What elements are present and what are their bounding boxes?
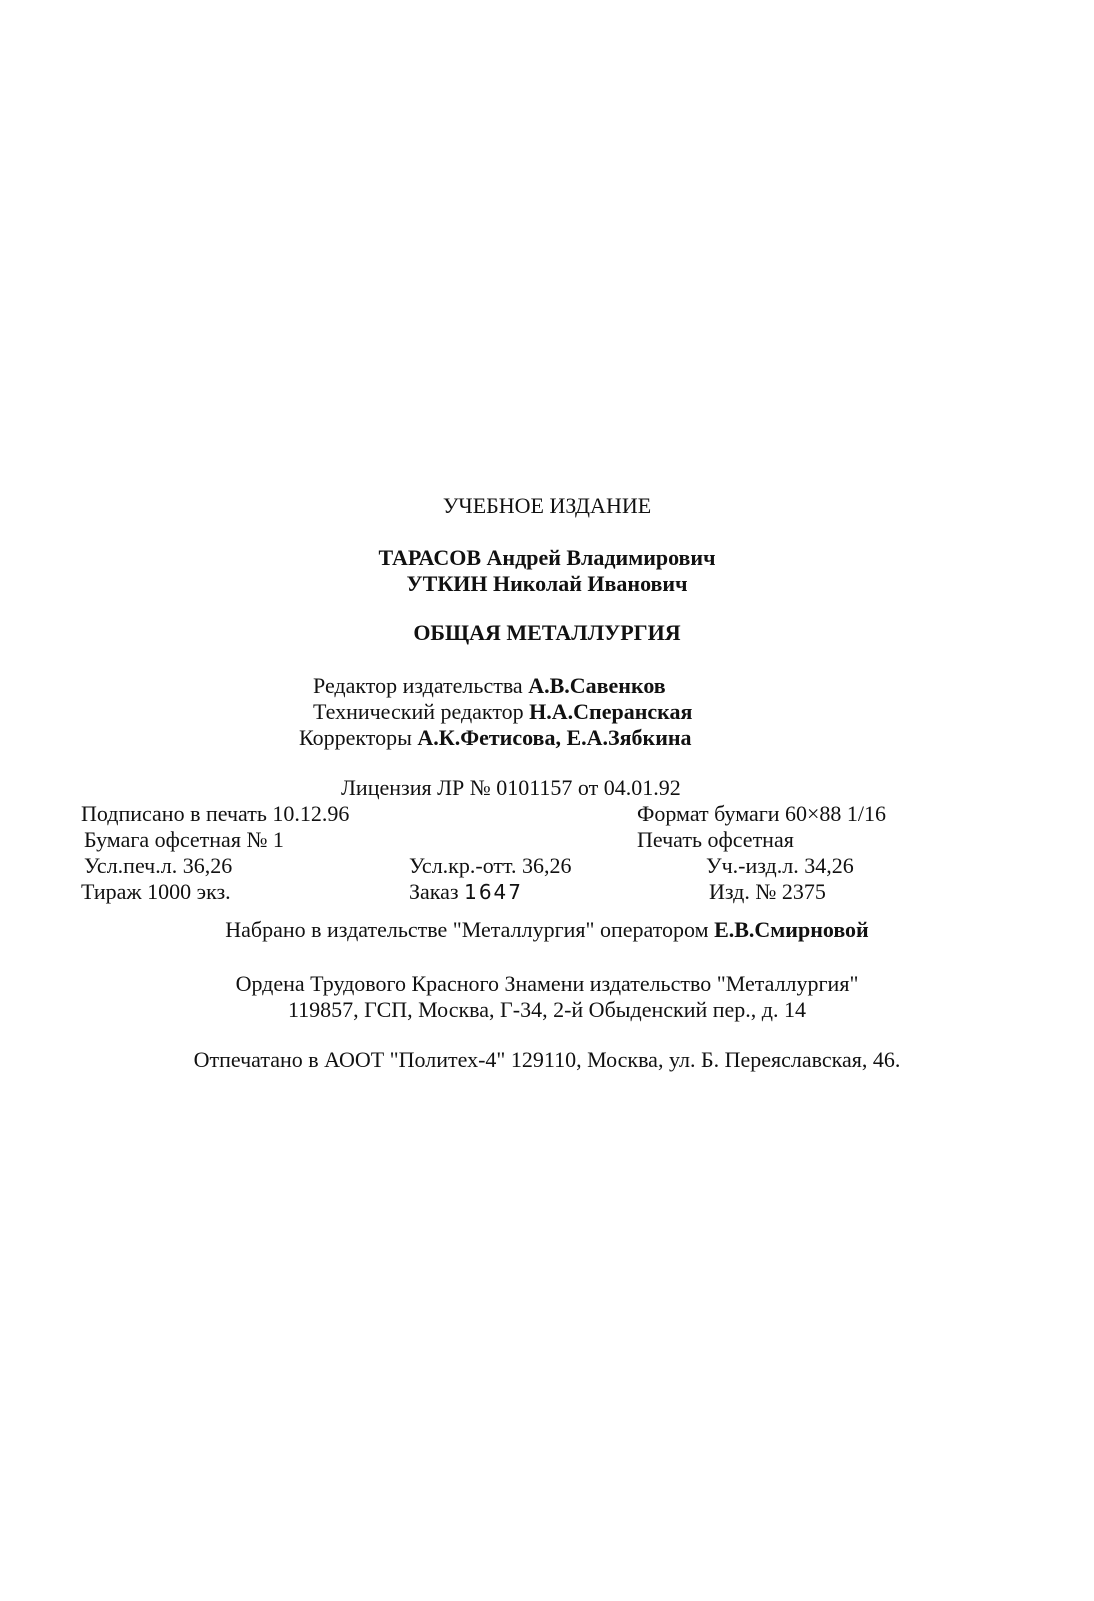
tech-editor-name: Н.А.Сперанская <box>529 699 693 724</box>
order-line <box>409 879 523 905</box>
tech-editor-label: Технический редактор <box>313 699 524 724</box>
usl-pech-l: Усл.печ.л. 36,26 <box>84 853 233 878</box>
tech-editor-line <box>313 699 692 725</box>
order-number-handwritten: 1647 <box>464 880 524 904</box>
print-run: Тираж 1000 экз. <box>81 879 231 904</box>
order-label: Заказ <box>409 879 459 904</box>
izd-number: Изд. № 2375 <box>709 879 826 904</box>
proofreaders-label: Корректоры <box>299 725 412 750</box>
printed-at: Отпечатано в АООТ "Политех-4" 129110, Москва, ул. Б. Переяславская, 46. <box>193 1047 901 1072</box>
publisher-line-2: 119857, ГСП, Москва, Г-34, 2-й Обыденский пер., д. 14 <box>287 997 807 1022</box>
publisher-line-1: Ордена Трудового Красного Знамени издательство "Металлургия" <box>235 971 859 996</box>
proofreaders-names: А.К.Фетисова, Е.А.Зябкина <box>417 725 692 750</box>
license-line: Лицензия ЛР № 0101157 от 04.01.92 <box>341 775 681 800</box>
typeset-text: Набрано в издательстве "Металлургия" оператором <box>225 917 709 942</box>
proofreaders-line <box>299 725 692 751</box>
book-title: ОБЩАЯ МЕТАЛЛУРГИЯ <box>413 620 681 645</box>
signed-to-print: Подписано в печать 10.12.96 <box>81 801 350 826</box>
author-1 <box>0 545 1094 571</box>
paper-type: Бумага офсетная № 1 <box>84 827 284 852</box>
editor-line <box>313 673 666 699</box>
author-1-surname: ТАРАСОВ <box>378 545 482 570</box>
typeset-line <box>0 917 1094 943</box>
author-2 <box>0 571 1094 597</box>
usl-kr-ott: Усл.кр.-отт. 36,26 <box>409 853 572 878</box>
editor-name: А.В.Савенков <box>528 673 666 698</box>
author-1-name: Андрей Владимирович <box>486 545 716 570</box>
series-label: УЧЕБНОЕ ИЗДАНИЕ <box>442 493 652 518</box>
author-2-name: Николай Иванович <box>493 571 688 596</box>
print-type: Печать офсетная <box>637 827 794 852</box>
author-2-surname: УТКИН <box>406 571 488 596</box>
uch-izd-l: Уч.-изд.л. 34,26 <box>706 853 854 878</box>
paper-format: Формат бумаги 60×88 1/16 <box>637 801 887 826</box>
typeset-operator: Е.В.Смирновой <box>714 917 869 942</box>
editor-label: Редактор издательства <box>313 673 523 698</box>
